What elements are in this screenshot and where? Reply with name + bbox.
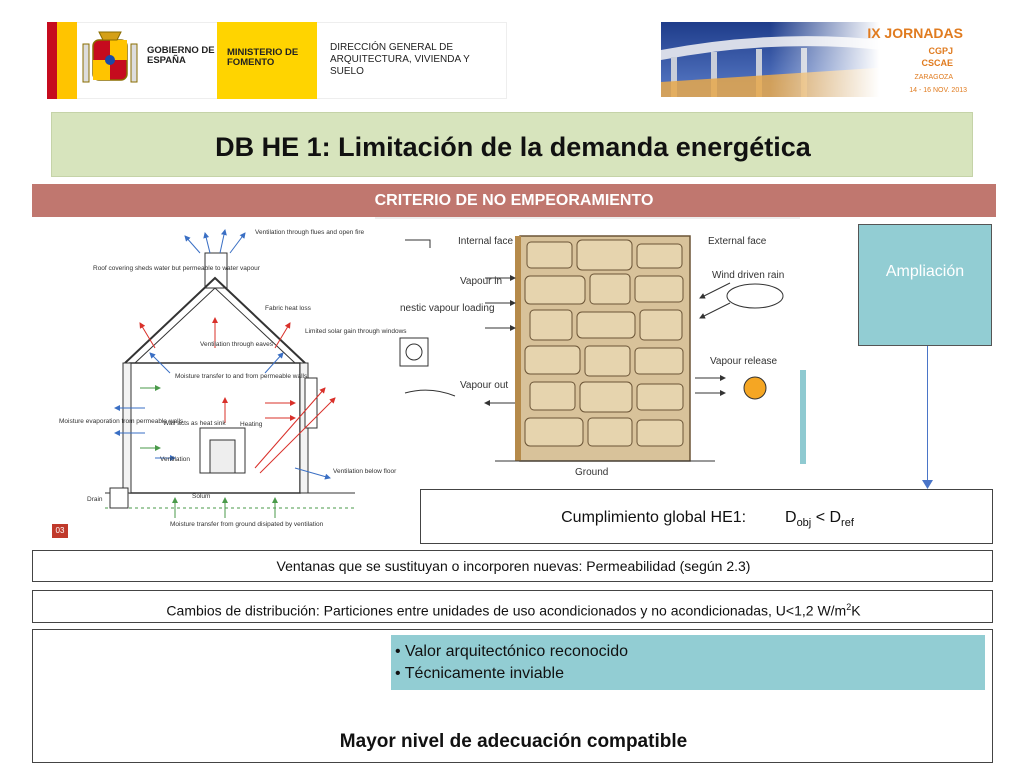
coat-of-arms-icon <box>79 26 141 96</box>
label-vent-eaves: Ventilation through eaves <box>200 341 273 348</box>
teal-marker-bar <box>800 370 806 464</box>
label-moisture-ground: Moisture transfer from ground disipated by ventilation <box>170 521 324 528</box>
cambios-sup: 2 <box>846 602 852 612</box>
label-wind-rain: Wind driven rain <box>712 270 785 281</box>
cambios-main: Cambios de distribución: Particiones entre unidades de uso acondicionados y no acondicionadas, U<1,2 W/m <box>166 602 847 619</box>
d-ref: D <box>829 509 842 526</box>
jornadas-city: ZARAGOZA <box>914 74 953 81</box>
label-limited-solar: Limited solar gain through windows <box>305 328 407 335</box>
label-vapour-out: Vapour out <box>460 380 509 391</box>
cumplimiento-text <box>421 490 994 545</box>
label-domestic: nestic vapour loading <box>400 303 495 314</box>
slide-title-bar <box>51 112 973 177</box>
jornadas-dates: 14 - 16 NOV. 2013 <box>909 87 967 94</box>
ampliacion-box <box>858 224 992 346</box>
jornadas-photo <box>661 22 973 97</box>
label-vapour-in: Vapour in <box>460 276 503 287</box>
bullet-text: Técnicamente inviable <box>404 665 564 682</box>
label-vent-flues: Ventilation through flues and open fire <box>255 229 365 236</box>
bullet-text: Valor arquitectónico reconocido <box>405 643 628 660</box>
house-moisture-diagram <box>55 218 407 543</box>
cambios-text <box>33 591 994 624</box>
label-vapour-release: Vapour release <box>710 356 778 367</box>
jornadas-org2: CSCAE <box>921 58 953 68</box>
jornadas-org1: CGPJ <box>928 46 953 56</box>
criterio-banner <box>32 184 996 217</box>
bullet-item: • Valor arquitectónico reconocido <box>395 643 628 660</box>
label-moisture-walls: Moisture transfer to and from permeable walls <box>175 373 308 380</box>
label-roof: Roof covering sheds water but permeable to water vapour <box>93 265 260 272</box>
bullet-item: • Técnicamente inviable <box>395 665 564 682</box>
d-obj-sub: obj <box>796 517 812 530</box>
d-obj: D <box>785 509 797 526</box>
wall-vapour-diagram <box>375 218 800 488</box>
gobierno-logo-block <box>47 22 507 99</box>
label-moisture-evap: Moisture evaporation from permeable walls <box>59 418 184 425</box>
ministerio-text: MINISTERIO DE FOMENTO <box>227 47 299 68</box>
ventanas-box <box>32 550 993 582</box>
ampliacion-label: Ampliación <box>885 263 965 280</box>
slide-title: DB HE 1: Limitación de la demanda energética <box>215 132 811 162</box>
cumplimiento-label: Cumplimiento global HE1: <box>561 509 747 526</box>
label-internal-face: Internal face <box>458 236 514 247</box>
label-wall-heat: Wall acts as heat sink <box>163 420 226 427</box>
figure-badge: 03 <box>52 524 68 538</box>
jornadas-title: IX JORNADAS <box>867 25 963 41</box>
label-ground: Ground <box>575 467 609 478</box>
direccion-text: DIRECCIÓN GENERAL DE ARQUITECTURA, VIVIENDA Y SUELO <box>330 42 470 77</box>
spain-flag-strip <box>47 22 77 99</box>
ministerio-block <box>217 22 317 99</box>
jornadas-banner <box>661 22 973 97</box>
label-fabric: Fabric heat loss <box>265 305 311 312</box>
label-ventilation: Ventilation <box>160 456 190 463</box>
cambios-end: K <box>851 602 861 619</box>
connector-line <box>927 346 928 486</box>
criterio-text: CRITERIO DE NO EMPEORAMIENTO <box>374 192 654 209</box>
label-drain: Drain <box>87 496 103 503</box>
cambios-box <box>32 590 993 623</box>
d-ref-sub: ref <box>841 517 854 530</box>
gobierno-text: GOBIERNO DE ESPAÑA <box>147 45 215 66</box>
label-external-face: External face <box>708 236 767 247</box>
label-solum: Solum <box>192 493 211 500</box>
excepciones-box <box>391 635 985 690</box>
label-vent-below: Ventilation below floor <box>333 468 397 475</box>
less-than: < <box>811 509 830 526</box>
label-heating: Heating <box>240 421 263 428</box>
mayor-nivel-text: Mayor nivel de adecuación compatible <box>339 731 688 752</box>
ventanas-text: Ventanas que se sustituyan o incorporen nuevas: Permeabilidad (según 2.3) <box>276 558 751 574</box>
cumplimiento-box <box>420 489 993 544</box>
